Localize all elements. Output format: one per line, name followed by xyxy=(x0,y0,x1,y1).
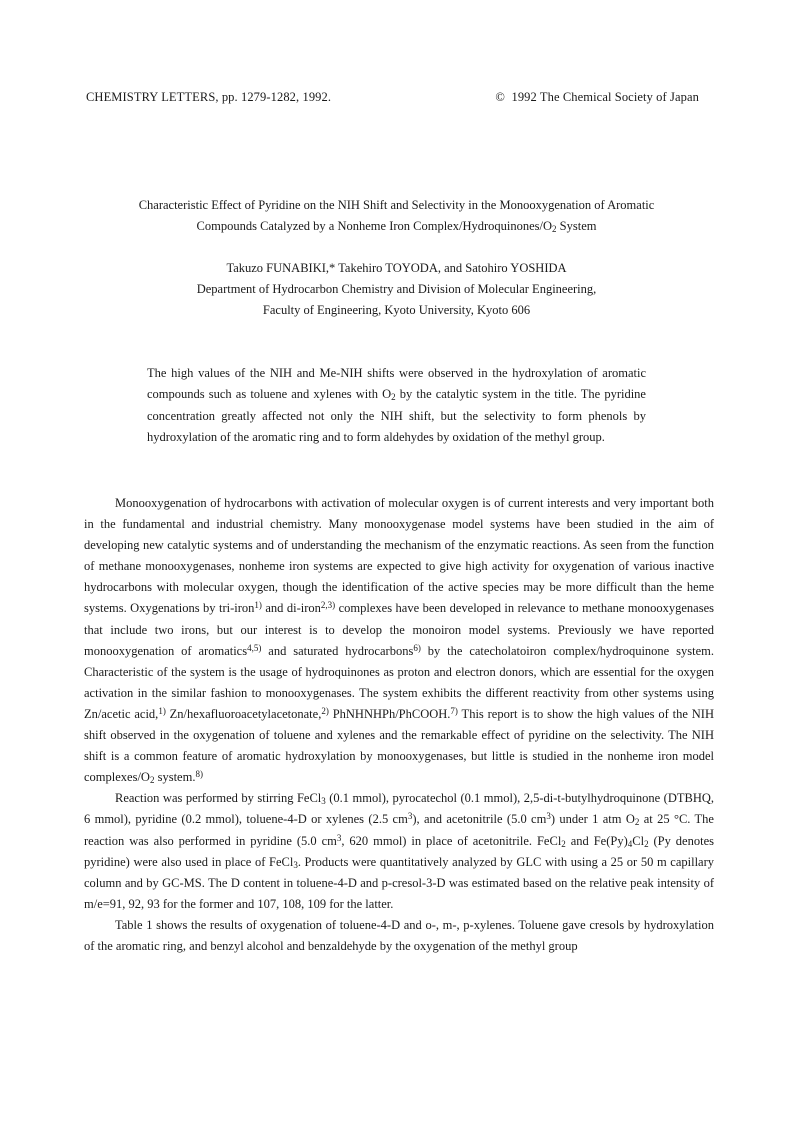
paragraph-experimental: Reaction was performed by stirring FeCl$_3$ (0.1 mmol), pyrocatechol (0.1 mmol), 2,5-di-t-butylhydroquinone (DTBHQ, 6 mmol), pyridine (0.2 mmol), toluene-4-D or xylenes (2.5 $cm^3$), and acetonitrile (5.0 $cm^3$) under 1 atm $O_2$ at 25 °C. The reaction was also performed in pyridine (5.0 $cm^3$, 620 mmol) in place of acetonitrile. FeCl$_2$ and $Fe(Py)_4Cl_2$ (Py denotes pyridine) were also used in place of FeCl$_3$. Products were quantitatively analyzed by GLC with using a 25 or 50 m capillary column and by GC-MS. The D content in toluene-4-D and p-cresol-3-D was estimated based on the relative peak intensity of m/e=91, 92, 93 for the former and 107, 108, 109 for the latter. xyxy=(84,791,715,911)
copyright-line xyxy=(495,90,699,105)
citation: 2) xyxy=(321,705,329,716)
affiliation-line-2: Faculty of Engineering, Kyoto University, Kyoto 606 xyxy=(262,303,531,317)
citation: 1) xyxy=(254,600,262,611)
title-line-1: Characteristic Effect of Pyridine on the NIH Shift and Selectivity in the Monooxygenation of Aromatic xyxy=(138,198,655,212)
paper-title xyxy=(100,195,693,237)
copyright-text: 1992 The Chemical Society of Japan xyxy=(511,90,699,104)
citation: 4,5) xyxy=(247,642,262,653)
citation: 2,3) xyxy=(320,600,336,611)
affiliation-line-1: Department of Hydrocarbon Chemistry and Division of Molecular Engineering, xyxy=(196,282,597,296)
citation: 1) xyxy=(158,705,166,716)
abstract: The high values of the NIH and Me-NIH shifts were observed in the hydroxylation of aromatic compounds such as toluene and xylenes with $O_2$ by the catalytic system in the title. The pyridine concentration greatly affected not only the NIH shift, but the selectivity to form phenols by hydroxylation of the aromatic ring and to form aldehydes by oxidation of the methyl group. xyxy=(147,366,646,445)
citation: 8) xyxy=(195,769,203,780)
running-header xyxy=(86,90,699,108)
paragraph-results: Table 1 shows the results of oxygenation of toluene-4-D and o-, m-, p-xylenes. Toluene gave cresols by hydroxylation of the aromatic ring, and benzyl alcohol and benzaldehyde by the oxygenation of the methyl group xyxy=(84,917,714,953)
title-line-2: Compounds Catalyzed by a Nonheme Iron Complex/$Hydroquinones/O_2$ System xyxy=(196,219,597,234)
citation: 6) xyxy=(413,642,421,653)
body-text xyxy=(84,493,714,957)
copyright-symbol: © xyxy=(495,90,506,104)
author-names: Takuzo FUNABIKI,* Takehiro TOYODA, and Satohiro YOSHIDA xyxy=(226,261,567,275)
journal-citation: CHEMISTRY LETTERS, pp. 1279-1282, 1992. xyxy=(86,90,332,104)
author-block xyxy=(100,258,693,321)
citation: 7) xyxy=(450,705,458,716)
paragraph-introduction: Monooxygenation of hydrocarbons with activation of molecular oxygen is of current interests and very important both in the fundamental and industrial chemistry. Many monooxygenase model systems have been studied in the aim of developing new catalytic systems and of understanding the mechanism of the enzymatic reactions. As seen from the function of methane monooxygenases, nonheme iron systems are expected to give high activity for oxygenation of various inactive hydrocarbons with molecular oxygen, though the identification of the active species may be more difficult than the heme systems. Oxygenations by tri-iron$^{1)}$ and di-iron$^{2,3)}$ complexes have been developed in relevance to methane monooxygenases that include two irons, but our interest is to develop the monoiron model systems. Previously we have reported monooxygenation of aromatics$^{4,5)}$ and saturated hydrocarbons$^{6)}$ by the catecholatoiron complex/hydroquinone system. Characteristic of the system is the usage of hydroquinones as proton and electron donors, which are essential for the oxygen activation in the similar fashion to monooxygenases. The system exhibits the different reactivity from other systems using Zn/acetic acid,$^{1)}$ Zn/hexafluoroacetylacetonate,$^{2)}$ PhNHNHPh/PhCOOH.$^{7)}$ This report is to show the high values of the NIH shift observed in the oxygenation of toluene and xylenes and the remarkable effect of pyridine on the selectivity. The NIH shift is a common feature of aromatic hydroxylation by monooxygenases, but little is studied in the nonheme iron model complexes/$O_2$ system.$^{8)}$ xyxy=(84,496,714,786)
